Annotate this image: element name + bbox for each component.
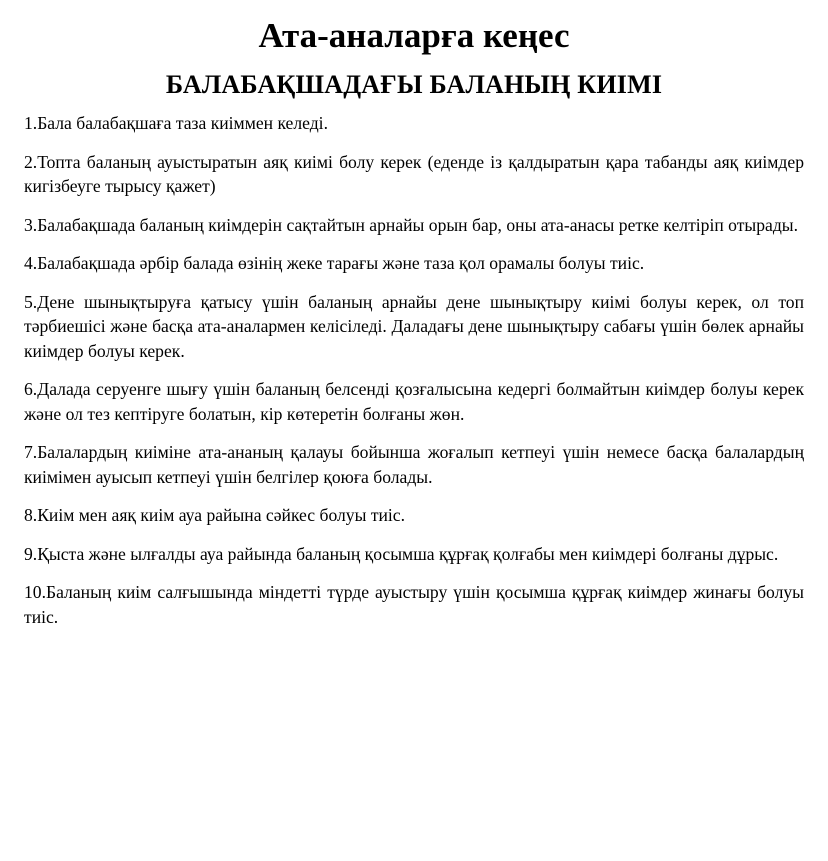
advice-item-1: 1.Бала балабақшаға таза киіммен келеді. <box>24 113 328 133</box>
advice-item-9: 9.Қыста және ылғалды ауа райында баланың қосымша құрғақ қолғабы мен киімдері болғаны дұрыс. <box>24 543 779 564</box>
advice-item-4: 4.Балабақшада әрбір балада өзінің жеке тарағы және таза қол орамалы болуы тиіс. <box>24 253 645 273</box>
advice-item-7: 7.Балалардың киіміне ата-ананың қалауы бойынша жоғалып кетпеуі үшін немесе басқа балалардың киімімен ауысып кетпеуі үшін белгілер қоюға болады. <box>24 442 804 487</box>
advice-item-2: 2.Топта баланың ауыстыратын аяқ киімі болу керек (еденде із қалдыратын қара табанды аяқ киімдер кигізбеуге тырысу қажет) <box>24 151 804 196</box>
advice-item-6: 6.Далада серуенге шығу үшін баланың белсенді қозғалысына кедергі болмайтын киімдер болуы керек және ол тез кептіруге болатын, кір көтеретін болғаны жөн. <box>24 379 804 424</box>
advice-item-3: 3.Балабақшада баланың киімдерін сақтайтын арнайы орын бар, оны ата-анасы ретке келтіріп отырады. <box>24 214 799 235</box>
advice-item-8: 8.Киім мен аяқ киім ауа райына сәйкес болуы тиіс. <box>24 505 406 525</box>
document-title: Ата-аналарға кеңес <box>258 16 570 55</box>
document-subtitle: БАЛАБАҚШАДАҒЫ БАЛАНЫҢ КИІМІ <box>165 70 663 99</box>
advice-item-5: 5.Дене шынықтыруға қатысу үшін баланың арнайы дене шынықтыру киімі болуы керек, ол топ тәрбиешісі және басқа ата-аналармен келісіледі. Даладағы дене шынықтыру сабағы үшін бөлек арнайы киімдер болуы керек. <box>24 291 804 361</box>
advice-item-10: 10.Баланың киім салғышында міндетті түрде ауыстыру үшін қосымша құрғақ киімдер жинағы болуы тиіс. <box>24 582 804 627</box>
advice-list <box>24 111 804 629</box>
